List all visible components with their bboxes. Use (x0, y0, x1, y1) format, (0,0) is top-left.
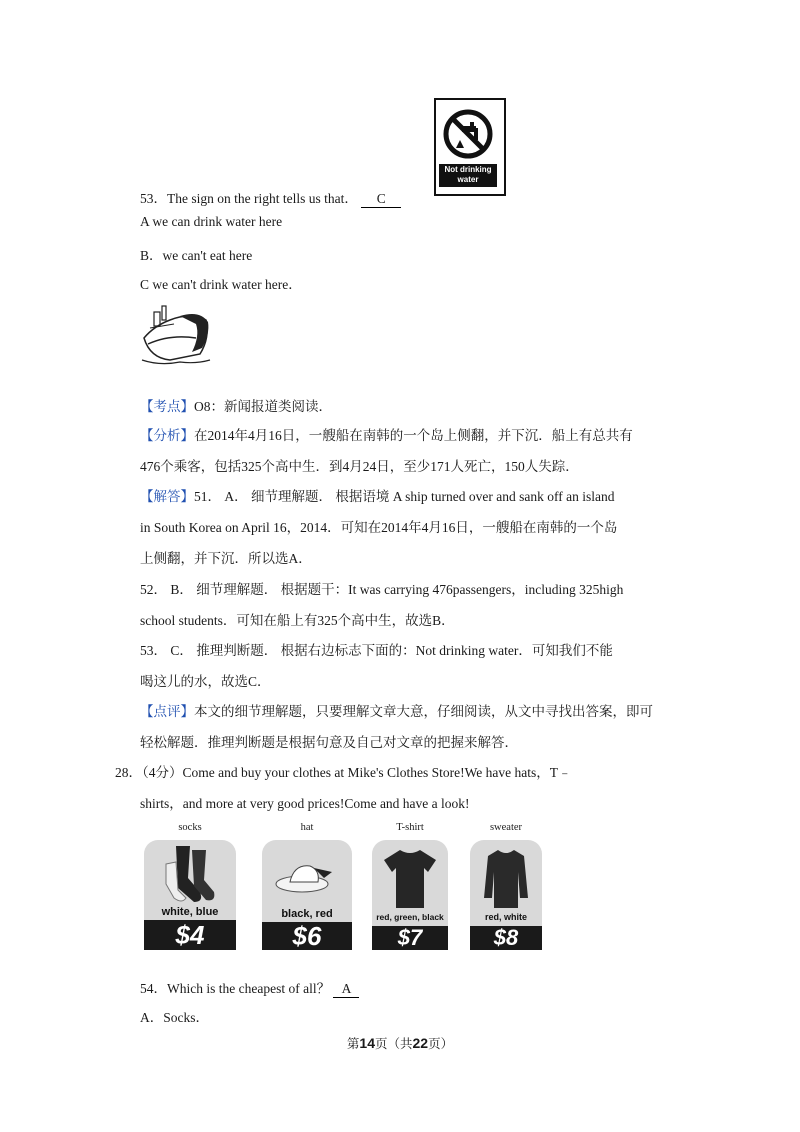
jieda-line3: 上侧翻，并下沉．所以选A． (140, 551, 312, 566)
fenxi-line2: 476个乘客，包括325个高中生．到4月24日，至少171人死亡，150人失踪． (140, 459, 579, 474)
item-price: $6 (262, 922, 352, 950)
sign-caption: Not drinking water (439, 164, 497, 187)
footer-total-pages: 22 (412, 1035, 429, 1051)
q53-option-a: A we can drink water here (140, 214, 283, 229)
item-name: hat (300, 822, 314, 833)
answer52-line2: school students．可知在船上有325个高中生，故选B． (140, 613, 455, 628)
jieda-tag: 【解答】 (140, 489, 194, 504)
ship-illustration (140, 298, 212, 368)
q54-prompt (140, 977, 359, 998)
footer-pre: 第 (346, 1037, 360, 1051)
item-colors: red, white (484, 912, 527, 922)
item-card (262, 840, 352, 950)
dianping-line2: 轻松解题．推理判断题是根据句意及自己对文章的把握来解答． (140, 735, 518, 750)
footer-mid: 页（共 (374, 1037, 413, 1051)
answer53-line2: 喝这儿的水，故选C． (140, 674, 271, 689)
footer-page-number: 14 (359, 1035, 375, 1051)
item-colors: red, green, black (376, 912, 444, 922)
q53-option-b: B．we can't eat here (140, 248, 253, 263)
item-colors: white, blue (161, 906, 219, 918)
fenxi-text1: 在2014年4月16日，一艘船在南韩的一个岛上侧翻，并下沉．船上有总共有 (194, 428, 633, 443)
no-drinking-icon (440, 104, 496, 164)
q54-prompt-text: 54．Which is the cheapest of all？ (140, 981, 331, 996)
item-card (144, 840, 236, 950)
page-footer (0, 1034, 800, 1052)
item-name: T-shirt (396, 822, 424, 833)
jieda-text1: 51． A． 细节理解题． 根据语境 A ship turned over and sank off an island (194, 489, 615, 504)
dianping-text1: 本文的细节理解题，只要理解文章大意，仔细阅读，从文中寻找出答案，即可 (194, 704, 653, 719)
answer52-line1: 52． B． 细节理解题． 根据题干：It was carrying 476passengers，including 325high (140, 582, 624, 597)
q53-prompt (140, 187, 401, 208)
jieda-line2: in South Korea on April 16，2014．可知在2014年4月16日，一艘船在南韩的一个岛 (140, 520, 618, 535)
q54-answer: A (333, 981, 359, 998)
hat-icon (274, 860, 340, 896)
item-price: $7 (372, 926, 448, 950)
item-price: $4 (144, 920, 236, 950)
no-drinking-water-sign (434, 98, 506, 196)
kaodian-tag: 【考点】 (140, 399, 194, 414)
fenxi-tag: 【分析】 (140, 428, 194, 443)
dianping-line1 (140, 700, 653, 720)
q53-answer: C (361, 191, 401, 208)
item-card (470, 840, 542, 950)
q28-line1: 28．（4分）Come and buy your clothes at Mike's Clothes Store!We have hats，T﹣ (115, 765, 572, 780)
kaodian-text: O8：新闻报道类阅读． (194, 399, 332, 414)
footer-post: 页） (428, 1037, 454, 1051)
item-card (372, 840, 448, 950)
q53-option-c: C we can't drink water here． (140, 277, 302, 292)
tshirt-icon (382, 848, 438, 910)
jieda-line1 (140, 485, 614, 505)
fenxi-line1 (140, 424, 633, 444)
dianping-tag: 【点评】 (140, 704, 194, 719)
answer53-line1: 53． C． 推理判断题． 根据右边标志下面的：Not drinking water．可知我们不能 (140, 643, 613, 658)
q53-prompt-text: 53．The sign on the right tells us that． (140, 191, 358, 206)
q28-line2: shirts，and more at very good prices!Come and have a look! (140, 796, 470, 811)
item-name: sweater (489, 822, 523, 833)
q54-option-a: A．Socks． (140, 1010, 210, 1025)
item-colors: black, red (281, 908, 333, 920)
sweater-icon (482, 846, 530, 912)
kaodian-line (140, 395, 332, 415)
item-name: socks (178, 822, 202, 833)
item-price: $8 (470, 926, 542, 950)
socks-icon (162, 844, 218, 906)
